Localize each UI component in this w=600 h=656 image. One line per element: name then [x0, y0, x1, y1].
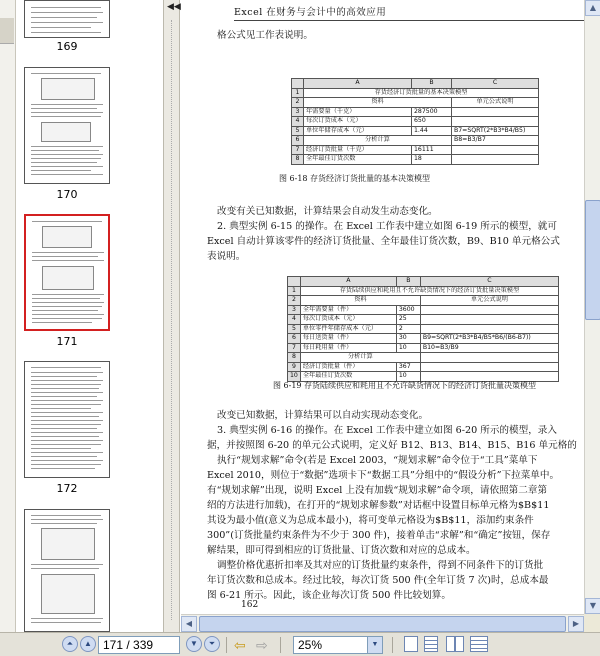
- cell: [452, 117, 539, 127]
- scroll-left-button[interactable]: ◀: [181, 616, 197, 632]
- row-number: 2: [288, 296, 301, 306]
- cell: 经济订货批量（千克）: [304, 145, 412, 155]
- cell: 每次订货成本（元）: [300, 315, 396, 325]
- horizontal-scroll-thumb[interactable]: [199, 616, 566, 632]
- body-text: 3. 典型实例 6-16 的操作。在 Excel 工作表中建立如图 6-20 所示的模型，录入: [217, 425, 557, 436]
- body-text: 执行“规划求解”命令(若是 Excel 2003，“规划求解”命令位于“工具”菜单下: [217, 455, 538, 466]
- toolbar-separator: [392, 637, 393, 653]
- cell: 单元公式说明: [452, 98, 539, 108]
- scroll-up-button[interactable]: ▲: [585, 0, 600, 16]
- row-number: 3: [288, 305, 301, 315]
- column-header: A: [304, 79, 412, 89]
- cell: 3600: [396, 305, 420, 315]
- cell: [420, 324, 558, 334]
- column-header: C: [420, 277, 558, 287]
- cell: 分析计算: [300, 353, 420, 363]
- cell: 18: [412, 155, 452, 165]
- corner-cell: [292, 79, 304, 89]
- spreadsheet-figure: [291, 78, 539, 165]
- cell: 资料: [300, 296, 420, 306]
- cell: 全年需要量（件）: [300, 305, 396, 315]
- body-text: 300”(订货批量约束条件为不少于 300 件)，接着单击“求解”和“确定”按钮，保存: [207, 530, 551, 541]
- body-text: 有“规划求解”出现，说明 Excel 上没有加载“规划求解”命令项，请依照第二章第: [207, 485, 548, 496]
- cell: 每日耗用量（件）: [300, 343, 396, 353]
- body-text: 改变已知数据，计算结果可以自动实现动态变化。: [217, 410, 429, 421]
- cell: 年需要量（千克）: [304, 107, 412, 117]
- continuous-view-icon[interactable]: [424, 636, 438, 652]
- toolbar-separator: [280, 637, 281, 653]
- scroll-down-button[interactable]: ▼: [585, 598, 600, 614]
- cell: 2: [396, 324, 420, 334]
- cell: 全年最佳订货次数: [304, 155, 412, 165]
- thumbnail-label: 171: [56, 335, 78, 348]
- body-text: 2. 典型实例 6-15 的操作。在 Excel 工作表中建立如图 6-19 所示的模型，就可: [217, 221, 557, 232]
- zoom-combobox[interactable]: [293, 636, 383, 654]
- cell: [420, 353, 558, 363]
- body-text: 年订货次数和总成本。经过比较，每次订货 500 件(全年订货 7 次)时，总成本最: [207, 575, 549, 586]
- cell: B7=SQRT(2*B3*B4/B5): [452, 126, 539, 136]
- header-rule: [234, 20, 600, 21]
- thumbnail-page-current[interactable]: [24, 214, 110, 331]
- cell: [420, 362, 558, 372]
- column-header: B: [396, 277, 420, 287]
- cell: B10=B3/B9: [420, 343, 558, 353]
- vertical-scroll-thumb[interactable]: [585, 200, 600, 320]
- page-number: 162: [241, 600, 259, 610]
- cell: 16111: [412, 145, 452, 155]
- cell: 单元公式说明: [420, 296, 558, 306]
- cell: 10: [396, 343, 420, 353]
- continuous-facing-view-icon[interactable]: [470, 636, 488, 652]
- cell: 25: [396, 315, 420, 325]
- thumbnail-page[interactable]: [24, 67, 110, 184]
- cell: 单位零件年储存成本（元）: [300, 324, 396, 334]
- running-header: Excel 在财务与会计中的高效应用: [234, 7, 387, 18]
- spreadsheet-figure: [287, 276, 559, 382]
- row-number: 9: [288, 362, 301, 372]
- row-number: 5: [288, 324, 301, 334]
- thumbnails-pane[interactable]: [0, 0, 163, 632]
- corner-cell: [288, 277, 301, 287]
- thumbnail-page[interactable]: [24, 509, 110, 632]
- row-number: 5: [292, 126, 304, 136]
- cell: 287500: [412, 107, 452, 117]
- cell: 30: [396, 334, 420, 344]
- next-page-icon[interactable]: ▼: [186, 636, 202, 652]
- cell: 367: [396, 362, 420, 372]
- cell: 全年最佳订货次数: [300, 372, 396, 382]
- cell: [420, 315, 558, 325]
- back-arrow-icon[interactable]: ⇦: [234, 637, 246, 653]
- thumbnail-page[interactable]: [24, 361, 110, 478]
- thumbnail-label: 170: [56, 188, 78, 201]
- collapse-pane-icon[interactable]: ◀◀: [167, 2, 181, 12]
- row-number: 8: [288, 353, 301, 363]
- column-header: A: [300, 277, 396, 287]
- body-text: 其设为最小值(意义为总成本最小)，将可变单元格设为$B$11，添加约束条件: [207, 515, 534, 526]
- row-number: 6: [288, 334, 301, 344]
- scrollbar-corner: [584, 614, 600, 632]
- zoom-value: 25%: [298, 638, 323, 652]
- single-page-view-icon[interactable]: [404, 636, 418, 652]
- cell: 10: [396, 372, 420, 382]
- document-page: [189, 0, 600, 614]
- toolbar-separator: [226, 637, 227, 653]
- body-text: 格公式见工作表说明。: [217, 30, 313, 41]
- row-number: 4: [288, 315, 301, 325]
- cell: 分析计算: [304, 136, 452, 146]
- row-number: 2: [292, 98, 304, 108]
- cell: B8=B3/B7: [452, 136, 539, 146]
- facing-view-icon[interactable]: [446, 636, 464, 652]
- body-text: 调整价格优惠折扣率及其对应的订货批量约束条件，得到不同条件下的订货批: [217, 560, 544, 571]
- cell: 单位年储存成本（元）: [304, 126, 412, 136]
- thumbnail-page[interactable]: [24, 0, 110, 38]
- body-text: 绍的方法进行加载)，在打开的“规划求解参数”对话框中设置目标单元格为$B$11: [207, 500, 550, 511]
- row-number: 6: [292, 136, 304, 146]
- row-number: 3: [292, 107, 304, 117]
- cell: 650: [412, 117, 452, 127]
- cell: [452, 155, 539, 165]
- row-number: 8: [292, 155, 304, 165]
- row-number: 1: [288, 286, 301, 296]
- thumbnail-label: 172: [56, 482, 78, 495]
- first-page-icon[interactable]: ⏶: [62, 636, 78, 652]
- document-view[interactable]: [181, 0, 600, 614]
- row-number: 7: [292, 145, 304, 155]
- cell: 经济订货批量（件）: [300, 362, 396, 372]
- row-number: 4: [292, 117, 304, 127]
- thumbnail-label: 169: [56, 40, 78, 53]
- row-number: 7: [288, 343, 301, 353]
- column-header: B: [412, 79, 452, 89]
- navigation-toolbar: [0, 632, 600, 656]
- vertical-scrollbar[interactable]: [584, 0, 600, 614]
- body-text: 改变有关已知数据，计算结果会自动发生动态变化。: [217, 206, 438, 217]
- pane-splitter[interactable]: [163, 0, 180, 632]
- cell: [420, 305, 558, 315]
- cell: 资料: [304, 98, 452, 108]
- previous-page-icon[interactable]: ▲: [80, 636, 96, 652]
- table-title: 存货经济订货批量的基本决策模型: [304, 88, 539, 98]
- cell: [452, 107, 539, 117]
- row-number: 10: [288, 372, 301, 382]
- side-tab-strip: [0, 0, 16, 632]
- figure-caption: 图 6-18 存货经济订货批量的基本决策模型: [279, 174, 431, 183]
- thumbnails-tab[interactable]: [0, 18, 14, 44]
- table-title: 存货陆续供应和耗用且不允许缺货情况下的经济订货批量决策模型: [300, 286, 558, 296]
- cell: 每日送货量（件）: [300, 334, 396, 344]
- body-text: 据，并按照图 6-20 的单元公式说明，定义好 B12、B13、B14、B15、B16 单元格的: [207, 440, 577, 451]
- cell: 每次订货成本（元）: [304, 117, 412, 127]
- cell: [452, 145, 539, 155]
- cell: B9=SQRT(2*B3*B4/B5*B6/(B6-B7)): [420, 334, 558, 344]
- body-text: 解结果，即可得到相应的订货批量、订货次数和对应的总成本。: [207, 545, 476, 556]
- body-text: Excel 自动计算该零件的经济订货批量、全年最佳订货次数，B9、B10 单元格公式: [207, 236, 560, 247]
- body-text: 表说明。: [207, 251, 246, 262]
- forward-arrow-icon[interactable]: ⇨: [256, 637, 268, 653]
- body-text: 图 6-21 所示。因此，该企业每次订货 500 件比较划算。: [207, 590, 451, 601]
- figure-caption: 图 6-19 存货陆续供应和耗用且不允许缺货情况下的经济订货批量决策模型: [273, 381, 537, 390]
- page-number-input[interactable]: 171 / 339: [98, 636, 180, 654]
- last-page-icon[interactable]: ⏷: [204, 636, 220, 652]
- chevron-down-icon[interactable]: ▼: [367, 637, 382, 653]
- horizontal-scrollbar[interactable]: [181, 614, 584, 632]
- row-number: 1: [292, 88, 304, 98]
- body-text: Excel 2010，则位于“数据”选项卡下“数据工具”分组中的“假设分析”下拉菜单中。: [207, 470, 560, 481]
- cell: 1.44: [412, 126, 452, 136]
- scroll-right-button[interactable]: ▶: [568, 616, 584, 632]
- column-header: C: [452, 79, 539, 89]
